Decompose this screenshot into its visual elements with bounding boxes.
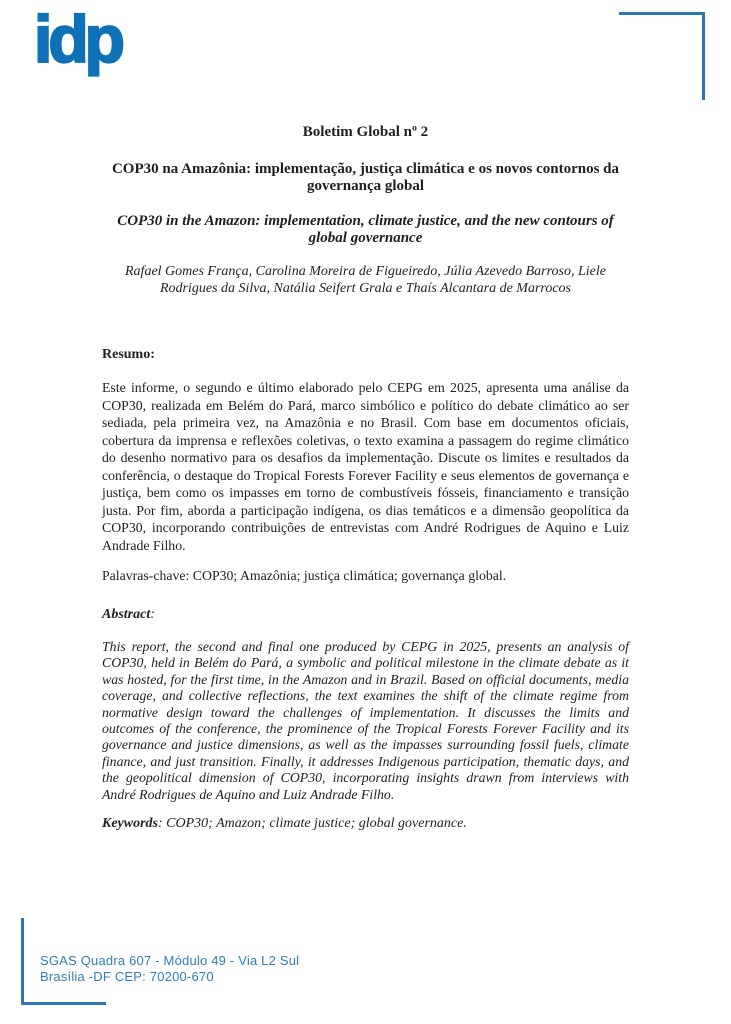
idp-logo: idp <box>34 2 121 76</box>
footer-address-line1: SGAS Quadra 607 - Módulo 49 - Via L2 Sul <box>40 953 300 968</box>
abstract-heading-word: Abstract <box>102 607 151 622</box>
abstract-paragraph: This report, the second and final one produced by CEPG in 2025, presents an analysis of COP30, held in Belém do Pará, a symbolic and political milestone in the climate debate as it was hosted, for the first time, in the Amazon and in Brazil. Based on official documents, media coverage, and collective reflections, the text examines the shift of the climate regime from normative design toward the challenges of implementation. It discusses the limits and outcomes of the conference, the prominence of the Tropical Forests Forever Facility and its governance and justice dimensions, as well as the impasses surrounding fossil fuels, climate finance, and just transition. Finally, it addresses Indigenous participation, thematic days, and the geopolitical dimension of COP30, incorporating insights drawn from interviews with André Rodrigues de Aquino and Luiz Andrade Filho. <box>102 639 629 802</box>
document-body <box>102 0 629 832</box>
top-right-corner-line <box>619 12 705 100</box>
keywords-label: Keywords <box>102 816 158 832</box>
resumo-heading: Resumo: <box>102 347 155 362</box>
abstract-heading <box>102 607 629 623</box>
abstract-heading-colon: : <box>150 607 155 622</box>
keywords-line <box>102 816 629 832</box>
authors-line: Rafael Gomes França, Carolina Moreira de Figueiredo, Júlia Azevedo Barroso, Liele Rodrigues da Silva, Natália Seifert Grala e Thaís Alcantara de Marrocos <box>125 264 606 296</box>
bottom-left-corner-line <box>21 918 106 1005</box>
palavras-chave-line: Palavras-chave: COP30; Amazônia; justiça climática; governança global. <box>102 568 507 583</box>
title-english: COP30 in the Amazon: implementation, climate justice, and the new contours of global governance <box>117 213 614 246</box>
title-portuguese: COP30 na Amazônia: implementação, justiça climática e os novos contornos da governança global <box>111 161 620 194</box>
keywords-values: : COP30; Amazon; climate justice; global governance. <box>158 816 467 832</box>
footer-address-line2: Brasília -DF CEP: 70200-670 <box>40 968 214 984</box>
bulletin-number-title: Boletim Global nº 2 <box>302 124 429 140</box>
resumo-paragraph: Este informe, o segundo e último elaborado pelo CEPG em 2025, apresenta uma análise da COP30, realizada em Belém do Pará, marco simbólico e político do debate climático ao ser sediada, pela primeira vez, na Amazônia e no Brasil. Com base em documentos oficiais, cobertura da imprensa e reflexões coletivas, o texto examina a passagem do regime climático do desenho normativo para os desafios da implementação. Discute os limites e resultados da conferência, o destaque do Tropical Forests Forever Facility e seus elementos de governança e justiça, bem como os impasses em torno de combustíveis fósseis, financiamento e transição justa. Por fim, aborda a participação indígena, os dias temáticos e a dimensão geopolítica da COP30, incorporando contribuições de entrevistas com André Rodrigues de Aquino e Luiz Andrade Filho. <box>102 380 629 553</box>
